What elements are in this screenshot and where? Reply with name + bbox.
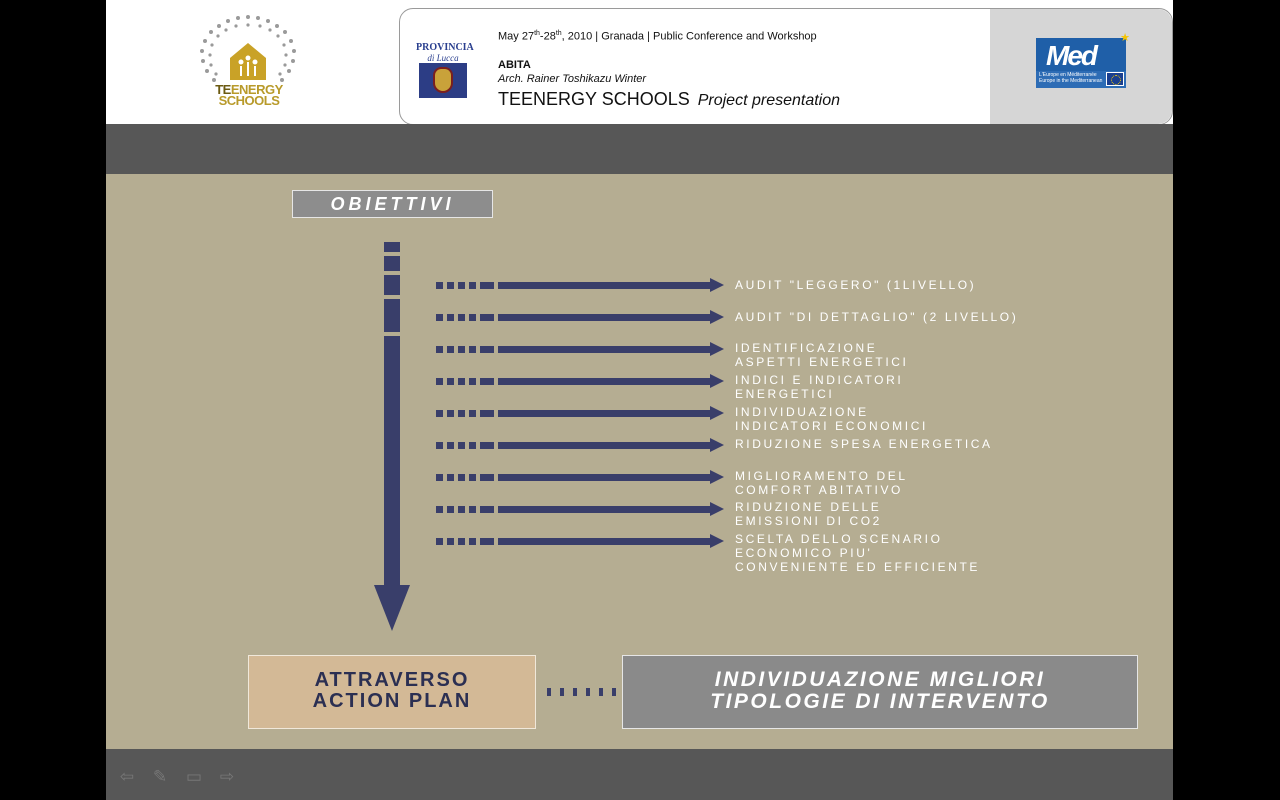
- star-icon: ★: [1120, 32, 1130, 44]
- right-arrowhead-icon: [710, 470, 724, 484]
- med-tagline-fr: L'Europe en Méditerranée: [1039, 72, 1097, 78]
- teenergy-logo-text: [214, 84, 284, 106]
- logo-brand-schools: SCHOOLS: [218, 93, 280, 108]
- logo-brand-prefix: TE: [215, 82, 231, 97]
- right-arrowhead-icon: [710, 310, 724, 324]
- objective-label-line2: ASPETTI ENERGETICI: [735, 355, 909, 369]
- provincia-shield-icon: [419, 63, 467, 98]
- provincia-lucca-logo: [416, 42, 474, 99]
- objective-label: [735, 310, 1018, 324]
- objective-label-line1: AUDIT "LEGGERO" (1LIVELLO): [735, 278, 977, 292]
- objective-label-line1: RIDUZIONE SPESA ENERGETICA: [735, 437, 993, 451]
- conference-date-sup1: th: [534, 30, 540, 37]
- provincia-subtitle: di Lucca: [427, 53, 459, 63]
- action-plan-box: [248, 655, 536, 729]
- conference-date-start: May 27: [498, 30, 535, 43]
- objective-label: [735, 500, 882, 528]
- objective-arrow: [436, 378, 726, 385]
- project-title: [498, 89, 840, 110]
- objective-label-line1: MIGLIORAMENTO DEL: [735, 469, 908, 483]
- right-arrowhead-icon: [710, 502, 724, 516]
- objective-label: [735, 341, 909, 369]
- objective-label-line2: ECONOMICO PIU': [735, 546, 873, 560]
- objectives-title: OBIETTIVI: [292, 190, 493, 218]
- vertical-arrow-segment: [384, 242, 400, 252]
- objective-label-line1: INDIVIDUAZIONE: [735, 405, 869, 419]
- arrow-left-icon[interactable]: ⇦: [119, 767, 135, 786]
- conference-info-box: [399, 8, 1173, 125]
- right-arrowhead-icon: [710, 438, 724, 452]
- provincia-title: PROVINCIA: [416, 42, 474, 53]
- right-arrowhead-icon: [710, 278, 724, 292]
- slide-header: [106, 0, 1173, 124]
- objective-label-line3: CONVENIENTE ED EFFICIENTE: [735, 560, 981, 574]
- objective-label-line2: INDICATORI ECONOMICI: [735, 419, 928, 433]
- objective-label: [735, 373, 903, 401]
- objective-label-line2: ENERGETICI: [735, 387, 835, 401]
- result-line2: TIPOLOGIE DI INTERVENTO: [710, 690, 1050, 713]
- project-subtitle: Project presentation: [697, 92, 841, 109]
- eu-flag-icon: [1106, 72, 1124, 86]
- objective-label: [735, 532, 980, 574]
- vertical-arrow-segment: [384, 256, 400, 271]
- result-box: [622, 655, 1138, 729]
- objective-label-line1: RIDUZIONE DELLE: [735, 500, 882, 514]
- objective-arrow: [436, 442, 726, 449]
- objective-arrow: [436, 314, 726, 321]
- right-arrowhead-icon: [710, 342, 724, 356]
- objective-label: [735, 405, 928, 433]
- organization-name: ABITA: [498, 59, 531, 71]
- conference-date-end: -28: [539, 30, 556, 43]
- objective-label: [735, 469, 908, 497]
- action-plan-line2: ACTION PLAN: [312, 690, 472, 712]
- objective-arrow: [436, 538, 726, 545]
- vertical-arrow-segment: [384, 299, 400, 332]
- arrow-right-icon[interactable]: ⇨: [219, 767, 235, 786]
- logo-brand-energy: ENERGY: [230, 82, 283, 97]
- objective-arrow: [436, 410, 726, 417]
- author-name: Arch. Rainer Toshikazu Winter: [498, 73, 647, 85]
- objective-label: [735, 437, 993, 451]
- vertical-arrow-segment: [384, 275, 400, 295]
- objective-label-line1: AUDIT "DI DETTAGLIO" (2 LIVELLO): [735, 310, 1019, 324]
- down-arrow-icon: [374, 585, 410, 631]
- right-arrowhead-icon: [710, 374, 724, 388]
- project-title-main: TEENERGY SCHOOLS: [498, 89, 690, 109]
- objective-label-line1: SCELTA DELLO SCENARIO: [735, 532, 943, 546]
- med-logo-tagline: [1039, 72, 1102, 84]
- med-logo-panel: [990, 9, 1172, 124]
- conference-date-sup2: th: [555, 30, 562, 37]
- med-tagline-en: Europe in the Mediterranean: [1039, 78, 1103, 84]
- objective-label-line2: EMISSIONI DI CO2: [735, 514, 882, 528]
- conference-details: , 2010 | Granada | Public Conference and Workshop: [561, 30, 817, 43]
- objective-label-line2: COMFORT ABITATIVO: [735, 483, 903, 497]
- objective-arrow: [436, 346, 726, 353]
- right-arrowhead-icon: [710, 534, 724, 548]
- vertical-arrow-shaft: [384, 336, 400, 586]
- med-programme-logo: [1036, 32, 1130, 88]
- objective-label: [735, 278, 976, 292]
- title-band: [106, 124, 1173, 174]
- action-plan-line1: ATTRAVERSO: [314, 669, 470, 691]
- objective-label-line1: IDENTIFICAZIONE: [735, 341, 878, 355]
- pen-icon[interactable]: ✎: [152, 767, 168, 786]
- right-arrowhead-icon: [710, 406, 724, 420]
- objective-arrow: [436, 282, 726, 289]
- objective-arrow: [436, 474, 726, 481]
- conference-line: [498, 30, 817, 43]
- med-logo-word: Med: [1046, 40, 1096, 71]
- slide: [106, 0, 1173, 800]
- result-line1: INDIVIDUAZIONE MIGLIORI: [714, 668, 1046, 691]
- slide-menu-icon[interactable]: ▭: [185, 767, 203, 786]
- slide-nav-bar: [106, 749, 1173, 800]
- objective-arrow: [436, 506, 726, 513]
- objective-label-line1: INDICI E INDICATORI: [735, 373, 904, 387]
